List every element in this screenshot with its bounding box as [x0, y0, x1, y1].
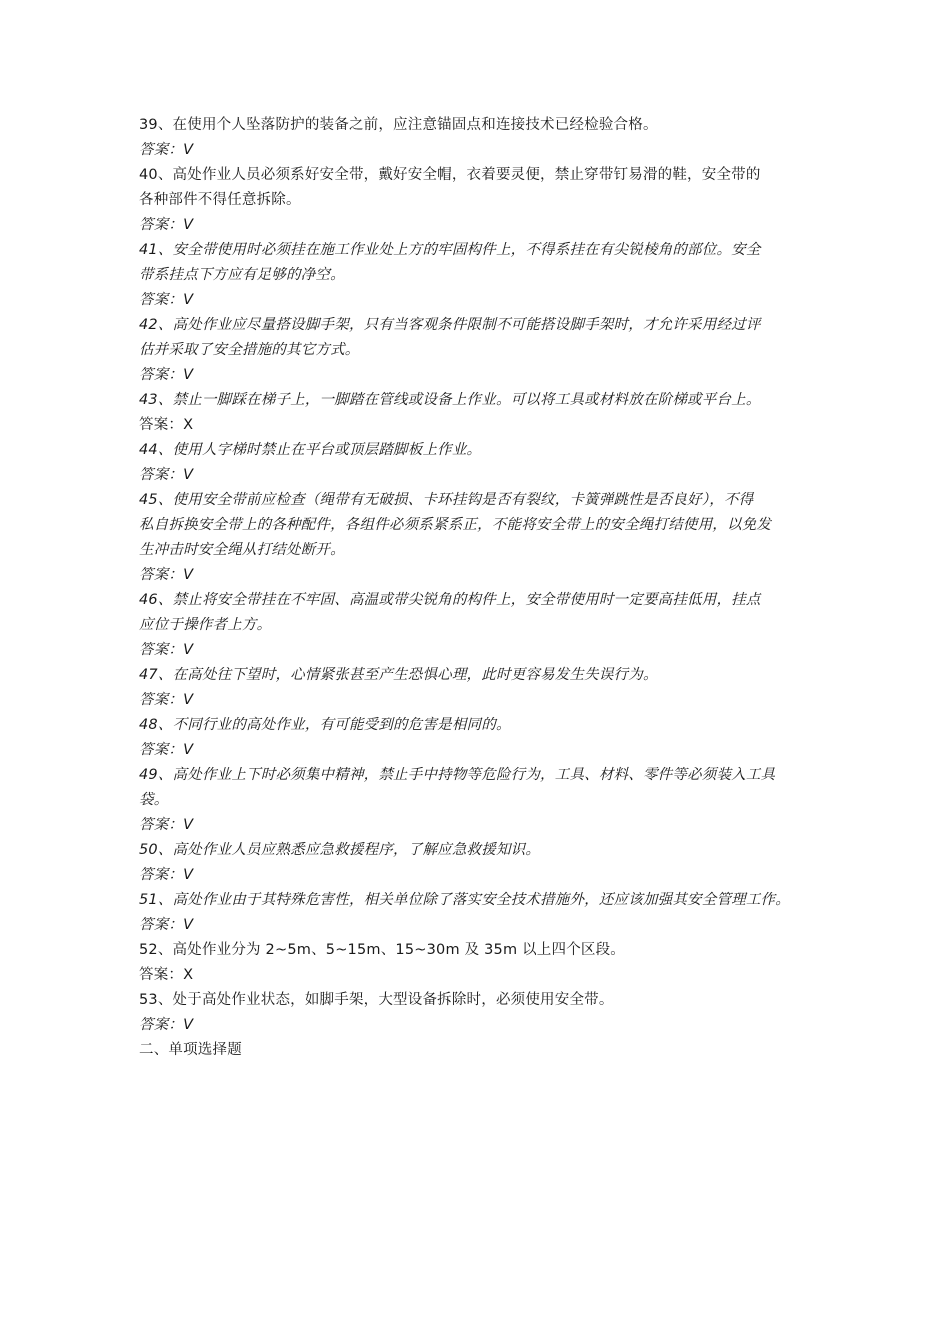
question-41-continued: 带系挂点下方应有足够的净空。: [139, 267, 345, 283]
question-44: 44、使用人字梯时禁止在平台或顶层踏脚板上作业。: [139, 442, 482, 458]
answer-48: 答案：V: [139, 742, 194, 758]
question-47: 47、在高处往下望时，心情紧张甚至产生恐惧心理，此时更容易发生失误行为。: [139, 667, 658, 683]
answer-47: 答案：V: [139, 692, 194, 708]
answer-46: 答案：V: [139, 642, 194, 658]
question-46-continued: 应位于操作者上方。: [139, 617, 272, 633]
question-40: 40、高处作业人员必须系好安全带，戴好安全帽，衣着要灵便，禁止穿带钉易滑的鞋，安全带的: [139, 167, 761, 183]
question-43: 43、禁止一脚踩在梯子上，一脚踏在管线或设备上作业。可以将工具或材料放在阶梯或平台上。: [139, 392, 761, 408]
question-51: 51、高处作业由于其特殊危害性，相关单位除了落实安全技术措施外，还应该加强其安全管理工作。: [139, 892, 790, 908]
answer-53: 答案：V: [139, 1017, 194, 1033]
question-42-continued: 估并采取了安全措施的其它方式。: [139, 342, 360, 358]
answer-41: 答案：V: [139, 292, 194, 308]
question-53: 53、处于高处作业状态，如脚手架，大型设备拆除时，必须使用安全带。: [139, 992, 614, 1008]
section-heading: 二、单项选择题: [139, 1042, 242, 1058]
question-45: 45、使用安全带前应检查（绳带有无破损、卡环挂钩是否有裂纹，卡簧弹跳性是否良好），不得: [139, 492, 754, 508]
question-49-continued: 袋。: [139, 792, 169, 808]
answer-49: 答案：V: [139, 817, 194, 833]
document-page: [139, 113, 829, 1063]
answer-39: 答案：V: [139, 142, 194, 158]
question-45-continued: 私自拆换安全带上的各种配件，各组件必须系紧系正，不能将安全带上的安全绳打结使用，以免发: [139, 517, 772, 533]
answer-51: 答案：V: [139, 917, 194, 933]
question-40-continued: 各种部件不得任意拆除。: [139, 192, 301, 208]
answer-52: 答案：X: [139, 967, 194, 983]
question-48: 48、不同行业的高处作业，有可能受到的危害是相同的。: [139, 717, 511, 733]
question-52: 52、高处作业分为 2~5m、5~15m、15~30m 及 35m 以上四个区段。: [139, 942, 626, 958]
answer-45: 答案：V: [139, 567, 194, 583]
question-45-continued-2: 生冲击时安全绳从打结处断开。: [139, 542, 345, 558]
question-42: 42、高处作业应尽量搭设脚手架，只有当客观条件限制不可能搭设脚手架时，才允许采用经过评: [139, 317, 761, 333]
question-41: 41、安全带使用时必须挂在施工作业处上方的牢固构件上，不得系挂在有尖锐棱角的部位。安全: [139, 242, 761, 258]
question-39: 39、在使用个人坠落防护的装备之前，应注意锚固点和连接技术已经检验合格。: [139, 117, 658, 133]
answer-44: 答案：V: [139, 467, 194, 483]
question-46: 46、禁止将安全带挂在不牢固、高温或带尖锐角的构件上，安全带使用时一定要高挂低用，挂点: [139, 592, 761, 608]
answer-40: 答案：V: [139, 217, 194, 233]
answer-50: 答案：V: [139, 867, 194, 883]
question-49: 49、高处作业上下时必须集中精神，禁止手中持物等危险行为，工具、材料、零件等必须装入工具: [139, 767, 776, 783]
answer-42: 答案：V: [139, 367, 194, 383]
answer-43: 答案：X: [139, 417, 194, 433]
question-50: 50、高处作业人员应熟悉应急救援程序，了解应急救援知识。: [139, 842, 541, 858]
